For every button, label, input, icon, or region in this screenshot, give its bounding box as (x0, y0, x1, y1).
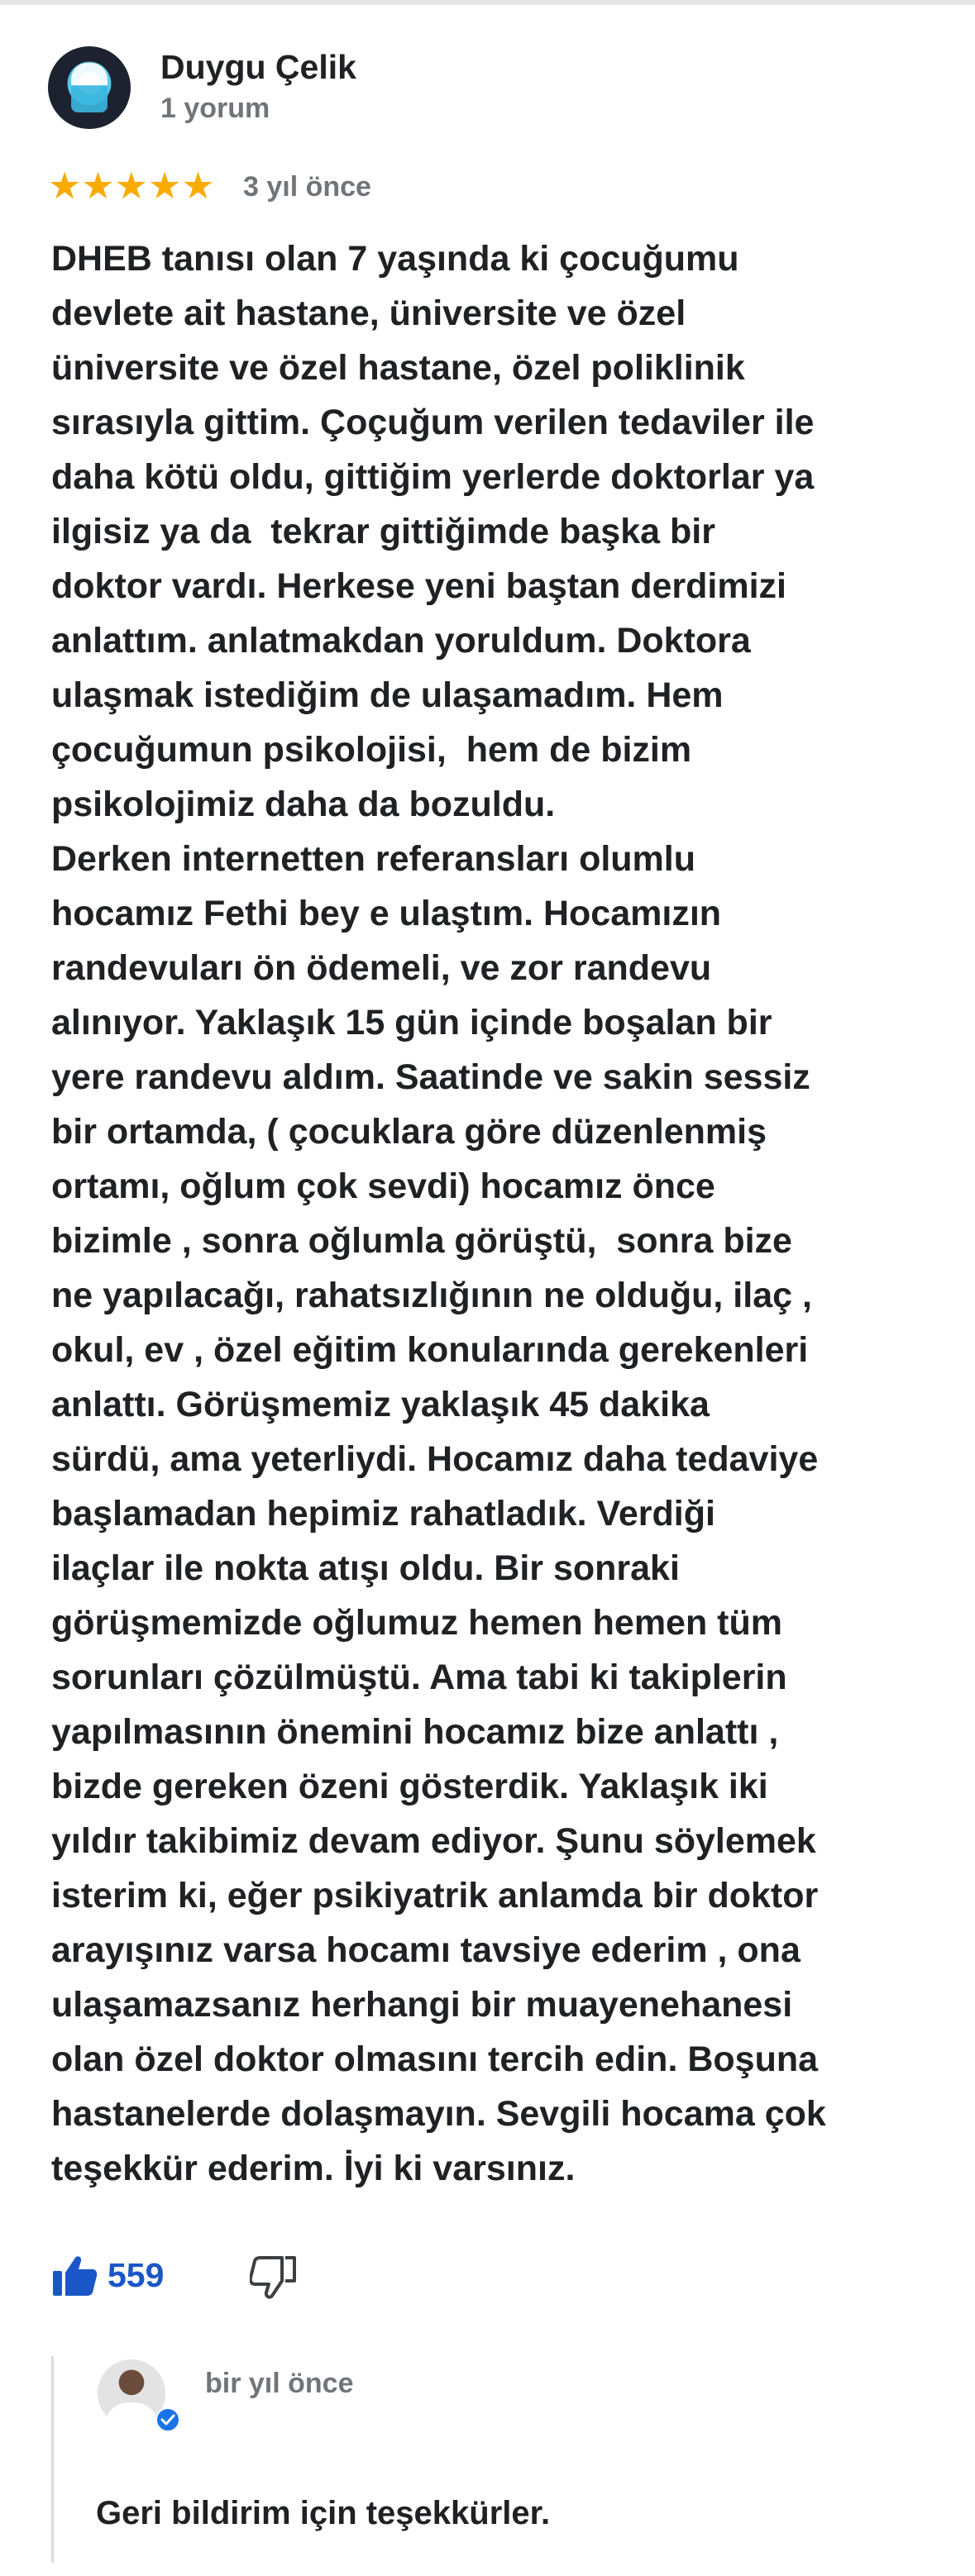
reply-time: bir yıl önce (205, 2368, 354, 2399)
top-divider (0, 0, 975, 5)
review-time: 3 yıl önce (243, 171, 371, 203)
reviewer-header (48, 46, 925, 137)
reply-indent-bar (51, 2356, 54, 2563)
review-text: DHEB tanısı olan 7 yaşında ki çocuğumu devlete ait hastane, üniversite ve özel üniversite ve özel hastane, özel poliklinik sırasıyla gittim. Çoçuğum verilen tedaviler ile daha kötü oldu, gittiğim yerlerde doktorlar ya ilgisiz ya da tekrar gittiğimde başka bir doktor vardı. Herkese yeni baştan derdimizi anlattım. anlatmakdan yoruldum. Doktora ulaşmak istediğim de ulaşamadım. Hem çocuğumun psikolojisi, hem de bizim psikolojimiz daha da bozuldu. Derken internetten referansları olumlu hocamız Fethi bey e ulaştım. Hocamızın randevuları ön ödemeli, ve zor randevu alınıyor. Yaklaşık 15 gün içinde boşalan bir yere randevu aldım. Saatinde ve sakin sessiz bir ortamda, ( çocuklara göre düzenlenmiş ortamı, oğlum çok sevdi) hocamız önce bizimle , sonra oğlumla görüştü, sonra bize ne yapılacağı, rahatsızlığının ne olduğu, ilaç , okul, ev , özel eğitim konularında gerekenleri anlattı. Görüşmemiz yaklaşık 45 dakika sürdü, ama yeterliydi. Hocamız daha tedaviye başlamadan hepimiz rahatladık. Verdiği ilaçlar ile nokta atışı oldu. Bir sonraki görüşmemizde oğlumuz hemen hemen tüm sorunları çözülmüştü. Ama tabi ki takiplerin yapılmasının önemini hocamız bize anlattı , bizde gereken özeni gösterdik. Yaklaşık iki yıldır takibimiz devam ediyor. Şunu söylemek isterim ki, eğer psikiyatrik anlamda bir doktor arayışınız varsa hocamı tavsiye ederim , ona ulaşamazsanız herhangi bir muayenehanesi olan özel doktor olmasını tercih edin. Boşuna hastanelerde dolaşmayın. Sevgili hocama çok teşekkür ederim. İyi ki varsınız. (51, 239, 826, 2188)
owner-reply (51, 2356, 928, 2563)
reply-text: Geri bildirim için teşekkürler. (96, 2495, 551, 2531)
verified-badge-icon (155, 2407, 180, 2432)
thumb-down-icon[interactable] (250, 2256, 296, 2299)
like-count: 559 (108, 2256, 165, 2294)
star-rating-icon: ★★★★★ (48, 165, 215, 207)
review-actions (51, 2253, 465, 2302)
avatar-coat (104, 2402, 159, 2427)
avatar-figure (71, 63, 108, 112)
rating-row (48, 165, 627, 207)
thumb-up-icon[interactable] (51, 2254, 98, 2297)
reviewer-review-count: 1 yorum (160, 93, 270, 124)
reviewer-name[interactable]: Duygu Çelik (160, 48, 356, 86)
reviewer-avatar[interactable] (48, 46, 131, 129)
